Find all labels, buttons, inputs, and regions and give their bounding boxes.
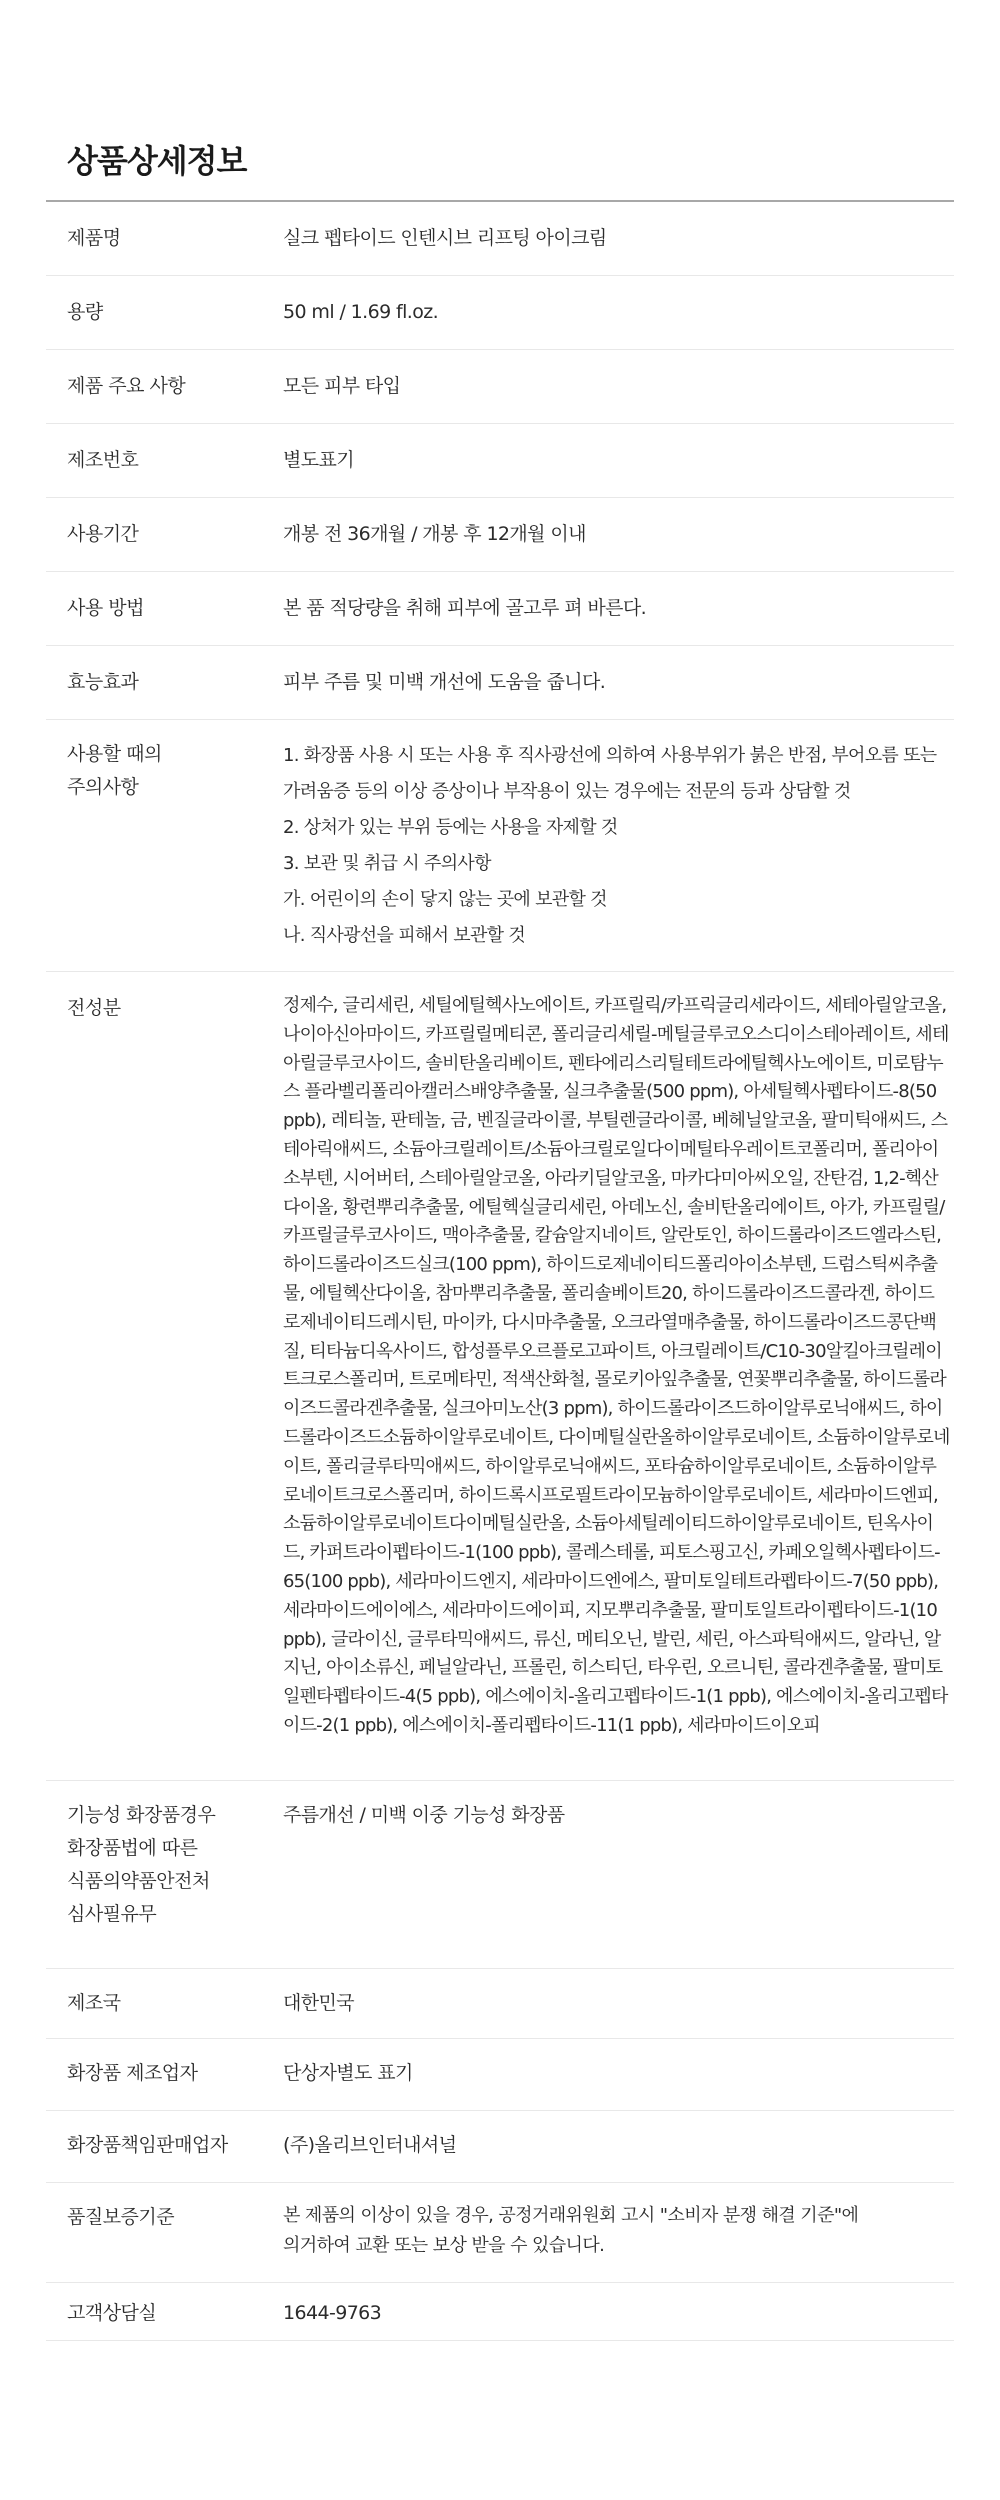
- spec-label: 품질보증기준: [67, 2206, 175, 2228]
- spec-label-line: 사용할 때의: [67, 743, 162, 765]
- quality-line: 본 제품의 이상이 있을 경우, 공정거래위원회 고시 "소비자 분쟁 해결 기준"에: [283, 2205, 859, 2226]
- spec-row-customer-service: [46, 2283, 954, 2341]
- precaution-line: 가. 어린이의 손이 닿지 않는 곳에 보관할 것: [283, 889, 607, 910]
- spec-label: 화장품 제조업자: [67, 2062, 198, 2084]
- spec-table: [46, 202, 954, 2341]
- spec-row-manufacturer: [46, 2039, 954, 2111]
- spec-value: 1644-9763: [283, 2302, 382, 2324]
- spec-row-functional: [46, 1781, 954, 1969]
- spec-label: 효능효과: [67, 671, 139, 693]
- spec-row-ingredients: [46, 972, 954, 1781]
- spec-label: 제품 주요 사항: [67, 375, 186, 397]
- spec-value: [283, 738, 950, 971]
- spec-value: 본 품 적당량을 취해 피부에 골고루 펴 바른다.: [283, 597, 647, 619]
- quality-line: 의거하여 교환 또는 보상 받을 수 있습니다.: [283, 2235, 605, 2256]
- spec-row-how-to-use: [46, 572, 954, 646]
- spec-row-main-spec: [46, 350, 954, 424]
- spec-value: 주름개선 / 미백 이중 기능성 화장품: [283, 1804, 565, 1826]
- spec-row-precautions: [46, 720, 954, 972]
- ingredients-list: 정제수, 글리세린, 세틸에틸헥사노에이트, 카프릴릭/카프릭글리세라이드, 세테아릴알코올, 나이아신아마이드, 카프릴릴메티콘, 폴리글리세릴-메틸글루코오스디이스테아레이트, 세테아릴글루코사이드, 솔비탄올리베이트, 펜타에리스리틸테트라에틸헥사노에이트, 미로탐누스 플라벨리폴리아캘러스배양추출물, 실크추출물(500 ppm), 아세틸헥사펩타이드-8(50 ppb), 레티놀, 판테놀, 금, 벤질글라이콜, 부틸렌글라이콜, 베헤닐알코올, 팔미틱애씨드, 스테아릭애씨드, 소듐아크릴레이트/소듐아크릴로일다이메틸타우레이트코폴리머, 폴리아이소부텐, 시어버터, 스테아릴알코올, 아라키딜알코올, 마카다미아씨오일, 잔탄검, 1,2-헥산다이올, 황련뿌리추출물, 에틸헥실글리세린, 아데노신, 솔비탄올리에이트, 아가, 카프릴릴/카프릴글루코사이드, 맥아추출물, 칼슘알지네이트, 알란토인, 하이드롤라이즈드엘라스틴, 하이드롤라이즈드실크(100 ppm), 하이드로제네이티드폴리아이소부텐, 드럼스틱씨추출물, 에틸헥산다이올, 참마뿌리추출물, 폴리솔베이트20, 하이드롤라이즈드콜라겐, 하이드로제네이티드레시틴, 마이카, 다시마추출물, 오크라열매추출물, 하이드롤라이즈드콩단백질, 티타늄디옥사이드, 합성플루오르플로고파이트, 아크릴레이트/C10-30알킬아크릴레이트크로스폴리머, 트로메타민, 적색산화철, 몰로키아잎추출물, 연꽃뿌리추출물, 하이드롤라이즈드콜라겐추출물, 실크아미노산(3 ppm), 하이드롤라이즈드하이알루로닉애씨드, 하이드롤라이즈드소듐하이알루로네이트, 다이메틸실란올하이알루로네이트, 소듐하이알루로네이트, 폴리글루타믹애씨드, 하이알루로닉애씨드, 포타슘하이알루로네이트, 소듐하이알루로네이트크로스폴리머, 하이드록시프로필트라이모늄하이알루로네이트, 세라마이드엔피, 소듐하이알루로네이트다이메틸실란올, 소듐아세틸레이티드하이알루로네이트, 틴옥사이드, 카퍼트라이펩타이드-1(100 ppb), 콜레스테롤, 피토스핑고신, 카페오일헥사펩타이드-65(100 ppb), 세라마이드엔지, 세라마이드엔에스, 팔미토일테트라펩타이드-7(50 ppb), 세라마이드에이에스, 세라마이드에이피, 지모뿌리추출물, 팔미토일트라이펩타이드-1(10 ppb), 글라이신, 글루타믹애씨드, 류신, 메티오닌, 발린, 세린, 아스파틱애씨드, 알라닌, 알지닌, 아이소류신, 페닐알라닌, 프롤린, 히스티딘, 타우린, 오르니틴, 콜라겐추출물, 팔미토일펜타펩타이드-4(5 ppb), 에스에이치-올리고펩타이드-1(1 ppb), 에스에이치-올리고펩타이드-2(1 ppb), 에스에이치-폴리펩타이드-11(1 ppb), 세라마이드이오피: [283, 995, 950, 1736]
- spec-row-efficacy: [46, 646, 954, 720]
- spec-row-volume: [46, 276, 954, 350]
- spec-row-quality: [46, 2183, 954, 2283]
- spec-value: (주)올리브인터내셔널: [283, 2134, 457, 2156]
- precaution-line: 1. 화장품 사용 시 또는 사용 후 직사광선에 의하여 사용부위가 붉은 반점, 부어오름 또는: [283, 745, 937, 766]
- spec-row-usage-period: [46, 498, 954, 572]
- page-title: 상품상세정보: [67, 142, 247, 180]
- spec-row-product-name: [46, 202, 954, 276]
- spec-value: 실크 펩타이드 인텐시브 리프팅 아이크림: [283, 227, 607, 249]
- precaution-line: 가려움증 등의 이상 증상이나 부작용이 있는 경우에는 전문의 등과 상담할 것: [283, 781, 851, 802]
- spec-label: [67, 1799, 283, 1968]
- spec-label: 제품명: [67, 227, 121, 249]
- spec-value: 모든 피부 타입: [283, 375, 401, 397]
- spec-label: 사용기간: [67, 523, 139, 545]
- spec-label-line: 주의사항: [67, 776, 139, 798]
- spec-label: [67, 738, 283, 971]
- spec-row-manufacture-no: [46, 424, 954, 498]
- spec-value: 피부 주름 및 미백 개선에 도움을 줍니다.: [283, 671, 606, 693]
- spec-value: 별도표기: [283, 449, 355, 471]
- spec-label-line: 식품의약품안전처: [67, 1870, 210, 1892]
- spec-label: 고객상담실: [67, 2302, 157, 2324]
- spec-label: 전성분: [67, 997, 121, 1019]
- spec-label: 제조국: [67, 1992, 121, 2014]
- spec-value: 단상자별도 표기: [283, 2062, 413, 2084]
- spec-value: 대한민국: [283, 1992, 355, 2014]
- precaution-line: 2. 상처가 있는 부위 등에는 사용을 자제할 것: [283, 817, 618, 838]
- spec-label: 제조번호: [67, 449, 139, 471]
- spec-label-line: 심사필유무: [67, 1903, 157, 1925]
- precaution-line: 나. 직사광선을 피해서 보관할 것: [283, 925, 526, 946]
- spec-label-line: 기능성 화장품경우: [67, 1804, 216, 1826]
- spec-label: 용량: [67, 301, 103, 323]
- spec-value: [283, 2201, 950, 2282]
- precaution-line: 3. 보관 및 취급 시 주의사항: [283, 853, 491, 874]
- spec-row-seller: [46, 2111, 954, 2183]
- spec-label: 화장품책임판매업자: [67, 2134, 228, 2156]
- spec-value: 50 ml / 1.69 fl.oz.: [283, 301, 439, 323]
- spec-label: 사용 방법: [67, 597, 144, 619]
- spec-label-line: 화장품법에 따른: [67, 1837, 198, 1859]
- spec-value: 개봉 전 36개월 / 개봉 후 12개월 이내: [283, 523, 586, 545]
- spec-row-country: [46, 1969, 954, 2039]
